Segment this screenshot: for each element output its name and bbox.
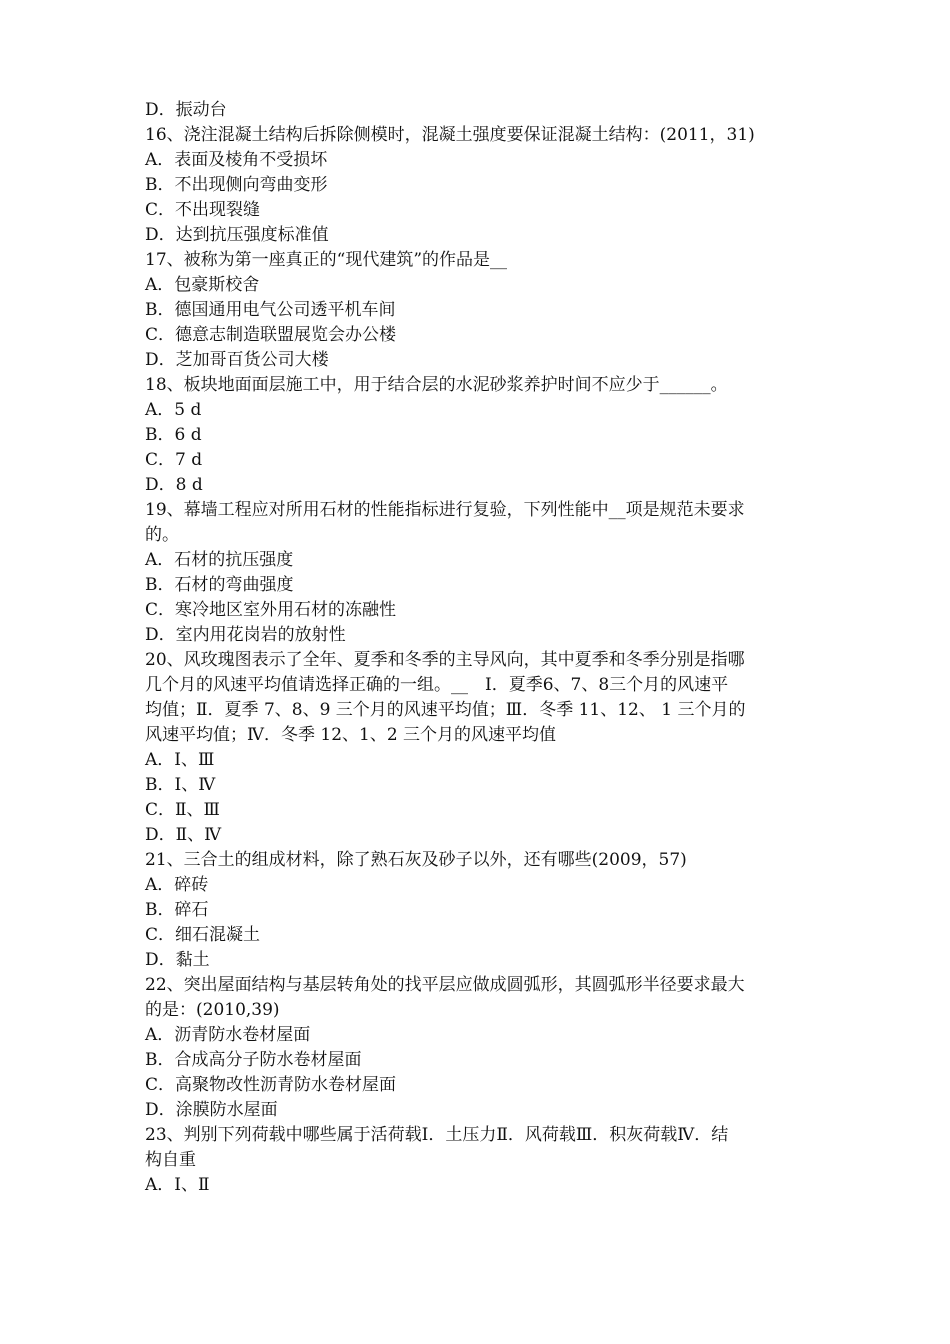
option-line: A．Ⅰ、Ⅲ xyxy=(145,750,215,770)
question-line: 的。 xyxy=(145,525,179,545)
option-line: C．细石混凝土 xyxy=(145,925,261,945)
question-line: 风速平均值；Ⅳ．冬季 12、1、2 三个月的风速平均值 xyxy=(145,725,557,745)
question-line: 22、突出屋面结构与基层转角处的找平层应做成圆弧形，其圆弧形半径要求最大 xyxy=(145,975,745,995)
document-body xyxy=(145,98,825,1198)
question-line: 21、三合土的组成材料，除了熟石灰及砂子以外，还有哪些(2009，57) xyxy=(145,850,687,870)
option-line: D．Ⅱ、Ⅳ xyxy=(145,825,222,845)
option-line: B．碎石 xyxy=(145,900,209,920)
option-line: D．8 d xyxy=(145,475,203,495)
question-line: 均值；Ⅱ．夏季 7、8、9 三个月的风速平均值；Ⅲ．冬季 11、12、 1 三个月的 xyxy=(145,700,746,720)
question-line: 构自重 xyxy=(145,1150,196,1170)
question-line: 18、板块地面面层施工中，用于结合层的水泥砂浆养护时间不应少于______。 xyxy=(145,375,728,395)
option-line: B．Ⅰ、Ⅳ xyxy=(145,775,216,795)
option-line: A．包豪斯校舍 xyxy=(145,275,260,295)
question-line: 几个月的风速平均值请选择正确的一组。__ Ⅰ．夏季6、7、8三个月的风速平 xyxy=(145,675,729,695)
option-line: C．Ⅱ、Ⅲ xyxy=(145,800,220,820)
option-line: C．高聚物改性沥青防水卷材屋面 xyxy=(145,1075,397,1095)
option-line: B．合成高分子防水卷材屋面 xyxy=(145,1050,362,1070)
option-line: D．达到抗压强度标准值 xyxy=(145,225,329,245)
question-line: 17、被称为第一座真正的“现代建筑”的作品是__ xyxy=(145,250,508,270)
question-line: 16、浇注混凝土结构后拆除侧模时，混凝土强度要保证混凝土结构：(2011，31) xyxy=(145,125,755,145)
option-line: A．5 d xyxy=(145,400,202,420)
option-line: B．石材的弯曲强度 xyxy=(145,575,294,595)
option-line: B．德国通用电气公司透平机车间 xyxy=(145,300,396,320)
option-line: C．寒冷地区室外用石材的冻融性 xyxy=(145,600,397,620)
option-line: C．德意志制造联盟展览会办公楼 xyxy=(145,325,397,345)
option-line: D．振动台 xyxy=(145,100,227,120)
option-line: B．6 d xyxy=(145,425,202,445)
option-line: A．石材的抗压强度 xyxy=(145,550,294,570)
option-line: D．黏土 xyxy=(145,950,210,970)
option-line: A．碎砖 xyxy=(145,875,209,895)
question-line: 23、判别下列荷载中哪些属于活荷载Ⅰ．土压力Ⅱ．风荷载Ⅲ．积灰荷载Ⅳ．结 xyxy=(145,1125,729,1145)
question-line: 19、幕墙工程应对所用石材的性能指标进行复验，下列性能中__项是规范未要求 xyxy=(145,500,745,520)
option-line: D．室内用花岗岩的放射性 xyxy=(145,625,346,645)
option-line: C．7 d xyxy=(145,450,203,470)
question-line: 20、风玫瑰图表示了全年、夏季和冬季的主导风向，其中夏季和冬季分别是指哪 xyxy=(145,650,745,670)
option-line: A．表面及棱角不受损坏 xyxy=(145,150,328,170)
option-line: A．沥青防水卷材屋面 xyxy=(145,1025,311,1045)
option-line: C．不出现裂缝 xyxy=(145,200,261,220)
question-line: 的是：(2010,39) xyxy=(145,1000,280,1020)
option-line: B．不出现侧向弯曲变形 xyxy=(145,175,328,195)
option-line: D．涂膜防水屋面 xyxy=(145,1100,278,1120)
option-line: A．Ⅰ、Ⅱ xyxy=(145,1175,210,1195)
option-line: D．芝加哥百货公司大楼 xyxy=(145,350,329,370)
